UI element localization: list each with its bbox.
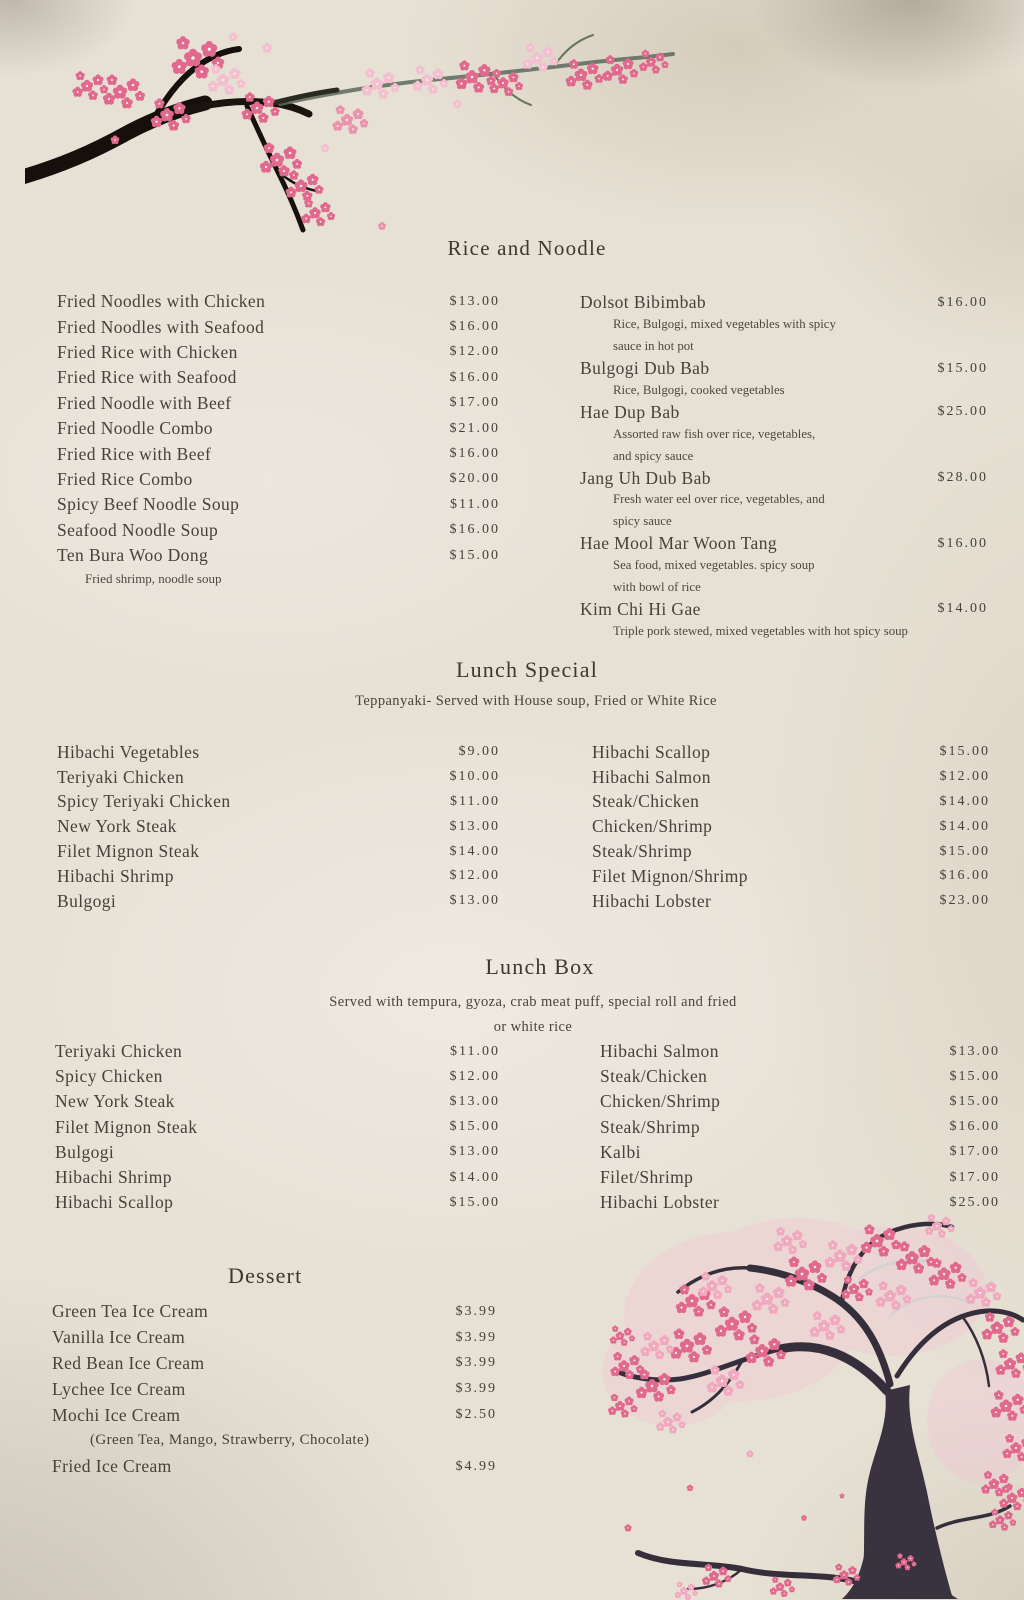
menu-item-row (55, 1165, 500, 1190)
menu-item-row (592, 814, 990, 839)
item-name: Hibachi Lobster (592, 890, 712, 911)
item-description: and spicy sauce (613, 448, 694, 463)
item-note: (Green Tea, Mango, Strawberry, Chocolate) (90, 1432, 370, 1449)
item-price: $4.99 (455, 1458, 497, 1474)
item-name: Filet Mignon Steak (55, 1116, 198, 1137)
item-name: Chicken/Shrimp (600, 1091, 721, 1112)
menu-item-row (600, 1064, 1000, 1089)
item-name: Hibachi Salmon (592, 766, 711, 787)
menu-item-row (600, 1115, 1000, 1140)
item-price: $14.00 (939, 793, 990, 809)
item-description: Fried shrimp, noodle soup (85, 571, 222, 587)
menu-item-row (57, 416, 500, 441)
menu-item-row (57, 441, 500, 466)
item-name: Teriyaki Chicken (55, 1041, 183, 1062)
section-title-dessert: Dessert (228, 1263, 303, 1288)
item-name: Hae Mool Mar Woon Tang (580, 533, 778, 554)
item-name: Jang Uh Dub Bab (580, 467, 711, 488)
item-price: $14.00 (449, 1169, 500, 1185)
menu-item-row (592, 889, 990, 914)
item-name: Spicy Beef Noodle Soup (57, 494, 240, 515)
item-description: Rice, Bulgogi, cooked vegetables (613, 383, 785, 397)
menu-item-row (55, 1140, 500, 1165)
menu-item-row (55, 1064, 500, 1089)
item-name: Seafood Noodle Soup (57, 519, 219, 540)
menu-item-row (57, 391, 500, 416)
lunch-box-subtitle-line1: Served with tempura, gyoza, crab meat puff, special roll and fried (329, 994, 737, 1010)
item-price: $25.00 (949, 1194, 1000, 1210)
item-price: $16.00 (449, 446, 500, 462)
menu-item-row (57, 543, 500, 568)
item-name: Fried Noodle Combo (57, 418, 213, 439)
item-price: $3.99 (455, 1303, 497, 1319)
menu-item-row (57, 889, 500, 914)
item-price: $12.00 (449, 868, 500, 884)
item-name: Hibachi Shrimp (55, 1167, 172, 1188)
item-price: $12.00 (449, 1068, 500, 1084)
menu-item-row (57, 518, 500, 543)
item-name: Spicy Teriyaki Chicken (57, 791, 231, 812)
item-price: $9.00 (458, 744, 500, 760)
item-name: Red Bean Ice Cream (52, 1352, 205, 1373)
item-name: Kim Chi Hi Gae (580, 598, 701, 619)
item-price: $16.00 (939, 868, 990, 884)
item-price: $17.00 (949, 1144, 1000, 1160)
menu-item-row (57, 492, 500, 517)
item-price: $15.00 (949, 1093, 1000, 1109)
menu-item-row (57, 740, 500, 765)
menu-item-row (600, 1039, 1000, 1064)
menu-item-row (57, 340, 500, 365)
item-description: with bowl of rice (613, 580, 701, 595)
item-price: $3.99 (455, 1329, 497, 1345)
item-price: $16.00 (449, 522, 500, 538)
item-price: $14.00 (939, 818, 990, 834)
item-price: $15.00 (937, 360, 988, 376)
item-price: $3.99 (455, 1381, 497, 1397)
menu-item-row (55, 1190, 500, 1215)
item-price: $15.00 (939, 843, 990, 859)
item-price: $13.00 (449, 1093, 500, 1109)
item-price: $13.00 (449, 893, 500, 909)
lunch-special-left-column (57, 740, 500, 914)
item-name: Dolsot Bibimbab (580, 292, 707, 313)
item-price: $12.00 (939, 769, 990, 785)
menu-item-row (600, 1140, 1000, 1165)
item-name: Hibachi Scallop (55, 1192, 174, 1213)
item-price: $28.00 (937, 470, 988, 486)
item-name: Fried Rice with Chicken (57, 341, 238, 362)
menu-item-row (57, 790, 500, 815)
item-name: Fried Noodles with Chicken (57, 291, 266, 312)
item-price: $12.00 (449, 344, 500, 360)
item-name: Green Tea Ice Cream (52, 1301, 209, 1322)
item-name: New York Steak (55, 1091, 175, 1112)
item-price: $15.00 (449, 547, 500, 563)
menu-item-row (55, 1039, 500, 1064)
menu-item-row (592, 740, 990, 765)
menu-item-row (57, 839, 500, 864)
menu-item-row (57, 864, 500, 889)
item-name: Steak/Chicken (600, 1066, 708, 1087)
item-name: Hibachi Shrimp (57, 865, 174, 886)
menu-item-row (580, 401, 988, 423)
item-description: Rice, Bulgogi, mixed vegetables with spicy (613, 317, 836, 332)
item-price: $15.00 (939, 744, 990, 760)
lunch-box-left-column (55, 1039, 500, 1215)
cherry-blossom-tree-illustration (592, 1196, 1024, 1600)
menu-item-row (52, 1376, 497, 1402)
item-price: $14.00 (937, 601, 988, 617)
item-price: $13.00 (449, 818, 500, 834)
item-description: sauce in hot pot (613, 339, 694, 354)
item-name: Chicken/Shrimp (592, 816, 713, 837)
menu-item-row (580, 358, 988, 380)
section-title-lunch-special: Lunch Special (455, 657, 599, 682)
lunch-special-right-column (592, 740, 990, 914)
item-description: Sea food, mixed vegetables. spicy soup (613, 558, 815, 573)
item-price: $23.00 (939, 893, 990, 909)
item-price: $16.00 (449, 319, 500, 335)
item-name: Teriyaki Chicken (57, 766, 185, 787)
item-name: Filet/Shrimp (600, 1167, 694, 1188)
item-name: New York Steak (57, 816, 177, 837)
item-name: Hibachi Salmon (600, 1041, 719, 1062)
menu-item-row (580, 533, 988, 555)
item-name: Fried Rice with Seafood (57, 367, 237, 388)
item-name: Hibachi Lobster (600, 1192, 720, 1213)
item-price: $17.00 (449, 395, 500, 411)
item-name: Steak/Shrimp (600, 1116, 701, 1137)
item-price: $25.00 (937, 404, 988, 420)
item-price: $15.00 (449, 1194, 500, 1210)
item-name: Hibachi Vegetables (57, 741, 200, 762)
cherry-blossom-branch-illustration (25, 20, 680, 240)
item-price: $14.00 (449, 843, 500, 859)
item-name: Hibachi Scallop (592, 741, 711, 762)
menu-item-row (52, 1402, 497, 1428)
item-price: $3.99 (455, 1355, 497, 1371)
item-price: $15.00 (949, 1068, 1000, 1084)
menu-item-row (52, 1454, 497, 1480)
menu-item-row (592, 839, 990, 864)
dessert-column (52, 1299, 497, 1480)
rice-noodle-right-column (580, 292, 988, 642)
item-price: $16.00 (949, 1119, 1000, 1135)
menu-item-row (592, 864, 990, 889)
menu-item-row (580, 292, 988, 314)
item-name: Lychee Ice Cream (52, 1378, 186, 1399)
menu-item-row (52, 1351, 497, 1377)
item-price: $10.00 (449, 769, 500, 785)
menu-item-row (57, 289, 500, 314)
item-name: Ten Bura Woo Dong (57, 545, 209, 566)
item-name: Filet Mignon/Shrimp (592, 865, 748, 886)
menu-item-row (55, 1089, 500, 1114)
item-name: Hae Dup Bab (580, 401, 680, 422)
menu-item-row (52, 1325, 497, 1351)
lunch-special-subtitle: Teppanyaki- Served with House soup, Fried or White Rice (355, 693, 717, 709)
menu-item-row (592, 765, 990, 790)
item-name: Vanilla Ice Cream (52, 1327, 186, 1348)
section-title-rice-and-noodle: Rice and Noodle (447, 236, 607, 260)
item-description: Assorted raw fish over rice, vegetables, (613, 426, 816, 441)
item-name: Bulgogi (57, 890, 117, 911)
menu-item-row (57, 814, 500, 839)
menu-item-row (57, 765, 500, 790)
item-price: $11.00 (450, 496, 500, 512)
item-description: Triple pork stewed, mixed vegetables with hot spicy soup (613, 623, 908, 638)
item-price: $13.00 (449, 1144, 500, 1160)
menu-item-row (592, 790, 990, 815)
item-price: $15.00 (449, 1119, 500, 1135)
item-name: Steak/Chicken (592, 791, 700, 812)
menu-item-row (580, 467, 988, 489)
item-name: Bulgogi Dub Bab (580, 358, 710, 379)
item-name: Steak/Shrimp (592, 841, 693, 862)
menu-item-row (600, 1165, 1000, 1190)
lunch-box-right-column (600, 1039, 1000, 1215)
item-price: $11.00 (450, 1043, 500, 1059)
item-description: spicy sauce (613, 514, 672, 529)
item-name: Kalbi (600, 1141, 641, 1162)
menu-item-row (57, 314, 500, 339)
menu-item-row (600, 1089, 1000, 1114)
menu-item-row (52, 1299, 497, 1325)
item-price: $21.00 (449, 420, 500, 436)
item-name: Fried Rice Combo (57, 468, 193, 489)
item-name: Fried Rice with Beef (57, 443, 212, 464)
item-price: $16.00 (449, 369, 500, 385)
menu-item-row (57, 467, 500, 492)
menu-item-row (57, 365, 500, 390)
item-name: Filet Mignon Steak (57, 841, 200, 862)
item-name: Mochi Ice Cream (52, 1404, 181, 1425)
item-name: Fried Noodle with Beef (57, 392, 232, 413)
item-name: Fried Noodles with Seafood (57, 316, 265, 337)
rice-noodle-left-column (57, 289, 500, 590)
lunch-box-subtitle-line2: or white rice (493, 1019, 573, 1035)
item-price: $20.00 (449, 471, 500, 487)
item-name: Fried Ice Cream (52, 1456, 172, 1477)
item-name: Bulgogi (55, 1141, 115, 1162)
item-name: Spicy Chicken (55, 1066, 163, 1087)
item-price: $13.00 (449, 293, 500, 309)
menu-item-row (580, 598, 988, 620)
menu-item-row (55, 1115, 500, 1140)
item-price: $16.00 (937, 294, 988, 310)
item-price: $11.00 (450, 793, 500, 809)
item-price: $17.00 (949, 1169, 1000, 1185)
item-description: Fresh water eel over rice, vegetables, and (613, 492, 825, 507)
item-price: $16.00 (937, 535, 988, 551)
section-title-lunch-box: Lunch Box (485, 954, 595, 979)
item-price: $2.50 (455, 1407, 497, 1423)
item-price: $13.00 (949, 1043, 1000, 1059)
